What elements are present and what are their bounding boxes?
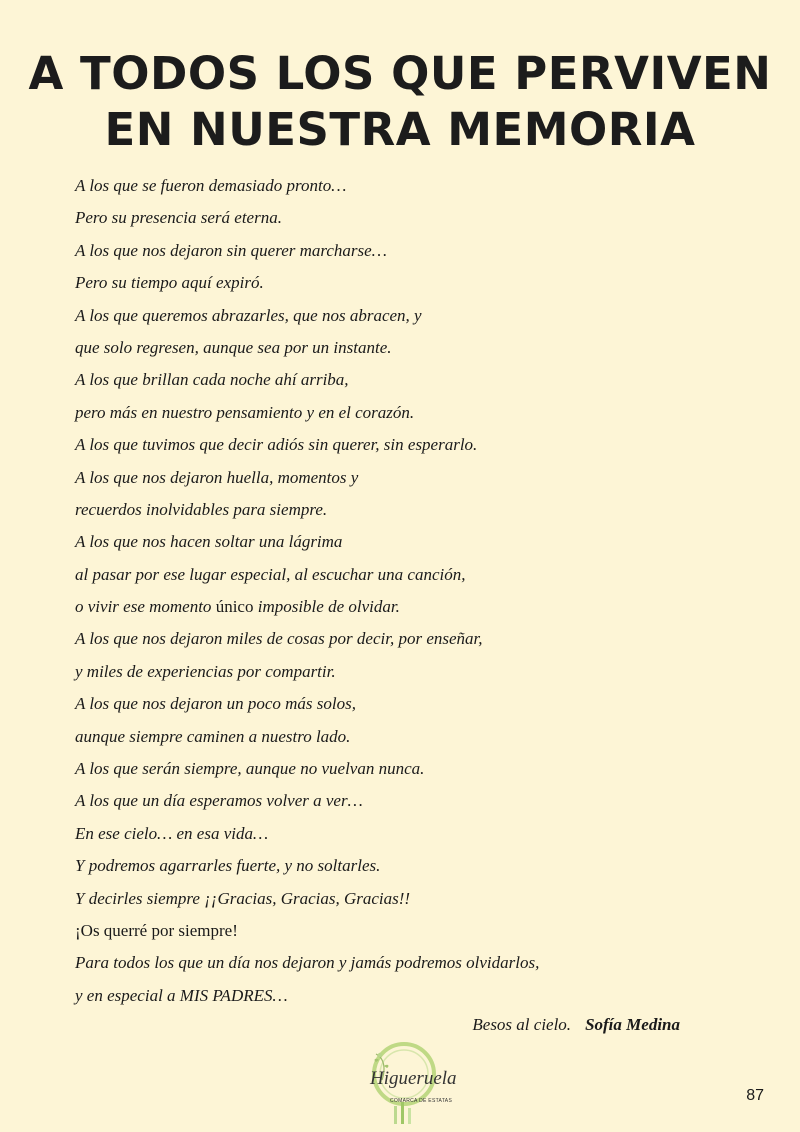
author-name: Sofía Medina (585, 1015, 680, 1034)
poem-line: A los que brillan cada noche ahí arriba, (75, 370, 349, 390)
poem-line: y en especial a MIS PADRES… (75, 985, 288, 1005)
poem-line (75, 596, 735, 628)
poem-line: A los que nos dejaron sin querer marcharse… (75, 240, 387, 260)
poem-line: Y podremos agarrarles fuerte, y no soltarles. (75, 856, 381, 876)
poem-line: A los que nos dejaron huella, momentos y (75, 467, 359, 487)
poem-line: En ese cielo… en esa vida… (75, 823, 269, 843)
poem-line: Para todos los que un día nos dejaron y jamás podremos olvidarlos, (75, 953, 540, 973)
poem-line-upright-word: único (215, 597, 254, 617)
poem-line: pero más en nuestro pensamiento y en el corazón. (75, 402, 415, 422)
poem-line: A los que nos hacen soltar una lágrima (75, 532, 343, 552)
page-title (0, 46, 800, 158)
poem-line: Pero su presencia será eterna. (75, 208, 282, 228)
page-number: 87 (746, 1087, 764, 1104)
logo-subtitle: COMARCA DE ESTATAS (390, 1098, 453, 1104)
poem-line: A los que un día esperamos volver a ver… (75, 791, 363, 811)
poem-line: Pero su tiempo aquí expiró. (75, 273, 264, 293)
poem-line: Y decirles siempre ¡¡Gracias, Gracias, Gracias!! (75, 888, 411, 908)
poem-line: A los que nos dejaron miles de cosas por decir, por enseñar, (75, 629, 483, 649)
poem-line: al pasar por ese lugar especial, al escuchar una canción, (75, 564, 466, 584)
signature (0, 1014, 680, 1036)
poem-line: A los que se fueron demasiado pronto… (75, 176, 347, 195)
poem-line: A los que tuvimos que decir adiós sin querer, sin esperarlo. (75, 435, 478, 455)
poem-line-segment: imposible de olvidar. (253, 597, 400, 617)
poem-line: y miles de experiencias por compartir. (75, 661, 336, 681)
poem-line: ¡Os querré por siempre! (75, 920, 238, 940)
poem-body (75, 175, 735, 1017)
page-title-line-2: EN NUESTRA MEMORIA (104, 103, 696, 156)
poem-line: A los que serán siempre, aunque no vuelvan nunca. (75, 759, 425, 779)
poem-line: aunque siempre caminen a nuestro lado. (75, 726, 351, 746)
logo-name: Higueruela (370, 1068, 457, 1089)
poem-line-segment: o vivir ese momento (75, 597, 216, 617)
higueruela-logo (354, 1040, 457, 1124)
poem-line: A los que queremos abrazarles, que nos abracen, y (75, 305, 422, 325)
poem-line: A los que nos dejaron un poco más solos, (75, 694, 356, 714)
page-title-line-1: A TODOS LOS QUE PERVIVEN (28, 47, 772, 100)
signature-text: Besos al cielo. (472, 1015, 572, 1034)
poem-line: recuerdos inolvidables para siempre. (75, 499, 328, 519)
poem-line: que solo regresen, aunque sea por un instante. (75, 337, 392, 357)
